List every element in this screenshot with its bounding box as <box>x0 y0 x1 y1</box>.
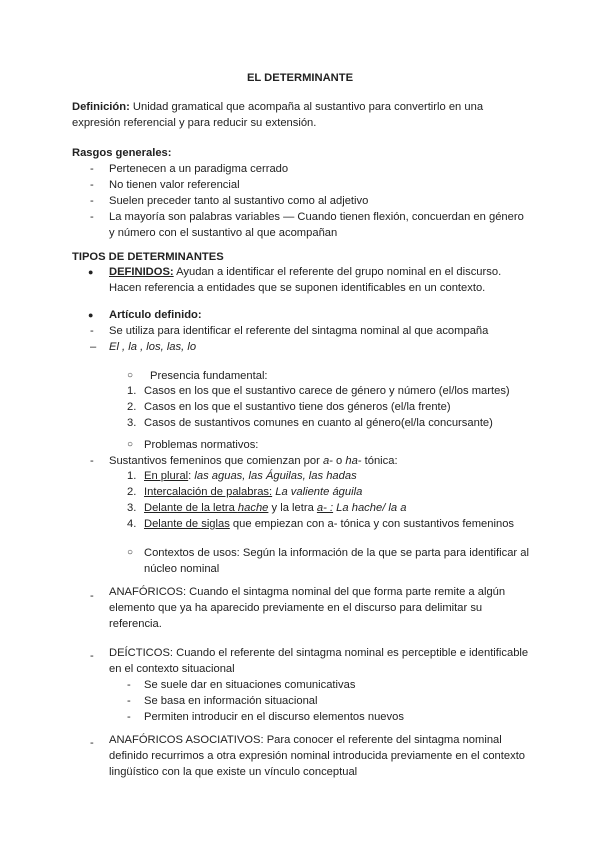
list-marker: - <box>90 211 94 223</box>
femeninos-mid: o <box>332 455 346 467</box>
list-marker: - <box>90 737 94 749</box>
item-label-italic: hache <box>237 502 269 514</box>
list-item: No tienen valor referencial <box>109 179 240 191</box>
contextos-paragraph: Contextos de usos: Según la información de la que se parta para identificar al núcleo nominal <box>144 547 529 575</box>
list-marker: - <box>90 590 94 602</box>
definidos-label: DEFINIDOS: <box>109 266 174 278</box>
articulo-use: Se utiliza para identificar el referente del sintagma nominal al que acompaña <box>109 325 489 337</box>
list-marker: - <box>90 650 94 662</box>
femeninos-post: tónica: <box>361 455 398 467</box>
list-item: Permiten introducir en el discurso elementos nuevos <box>144 711 404 723</box>
definition-label: Definición: <box>72 101 130 113</box>
list-marker: - <box>90 455 94 467</box>
list-number: 4. <box>127 518 137 530</box>
femeninos-ha: ha- <box>345 455 362 467</box>
list-marker: - <box>127 679 131 691</box>
list-number: 2. <box>127 401 137 413</box>
item-text-italic: a- : <box>316 502 334 514</box>
definition-text: Unidad gramatical que acompaña al sustantivo para convertirlo en una expresión referencial y para reducir su extensión. <box>72 101 484 129</box>
femeninos-pre: Sustantivos femeninos que comienzan por <box>109 455 323 467</box>
item-text: : <box>188 470 195 482</box>
femeninos-item <box>144 468 357 484</box>
tipos-heading: TIPOS DE DETERMINANTES <box>72 251 224 263</box>
definidos-paragraph <box>109 264 529 296</box>
anaforicos-paragraph: ANAFÓRICOS: Cuando el sintagma nominal del que forma parte remite a algún elemento que ya ha aparecido previamente en el discurso para delimitar su referencia. <box>109 586 506 630</box>
list-item: Casos de sustantivos comunes en cuanto al género(el/la concursante) <box>144 417 493 429</box>
problemas-heading: Problemas normativos: <box>144 439 259 451</box>
list-number: 3. <box>127 502 137 514</box>
item-label: Delante de siglas <box>144 518 230 530</box>
deicticos-paragraph: DEÍCTICOS: Cuando el referente del sintagma nominal es perceptible e identificable en el contexto situacional <box>109 647 529 675</box>
bullet-icon: ● <box>88 267 94 277</box>
page-title: EL DETERMINANTE <box>246 72 354 84</box>
list-number: 1. <box>127 470 137 482</box>
circle-icon: ○ <box>127 439 134 450</box>
femeninos-a: a- <box>322 455 333 467</box>
bullet-icon: ● <box>88 310 94 320</box>
femeninos-item <box>144 516 514 532</box>
list-marker: - <box>90 195 94 207</box>
definition-paragraph <box>72 99 502 131</box>
definidos-text: Ayudan a identificar el referente del grupo nominal en el discurso. Hacen referencia a entidades que se suponen identificables en un contexto. <box>109 266 502 294</box>
presencia-heading: Presencia fundamental: <box>150 370 268 382</box>
articulo-label: Artículo definido: <box>109 309 202 321</box>
list-marker: - <box>127 711 131 723</box>
circle-icon: ○ <box>127 547 134 558</box>
list-marker: - <box>90 179 94 191</box>
femeninos-item <box>144 484 362 500</box>
list-marker: - <box>90 163 94 175</box>
list-item: La mayoría son palabras variables — Cuando tienen flexión, concuerdan en género y número con el sustantivo al que acompañan <box>109 211 524 239</box>
list-item: Suelen preceder tanto al sustantivo como al adjetivo <box>109 195 369 207</box>
item-label: Intercalación de palabras: <box>144 486 273 498</box>
circle-icon: ○ <box>127 370 134 381</box>
list-item: Pertenecen a un paradigma cerrado <box>109 163 289 175</box>
list-number: 3. <box>127 417 137 429</box>
list-item: Casos en los que el sustantivo tiene dos géneros (el/la frente) <box>144 401 451 413</box>
item-text: que empiezan con a- tónica y con sustantivos femeninos <box>229 518 515 530</box>
list-number: 1. <box>127 385 137 397</box>
item-example: La hache/ la a <box>333 502 407 514</box>
articulo-forms: El , la , los, las, lo <box>109 341 197 353</box>
list-marker: - <box>90 325 94 337</box>
list-item: Casos en los que el sustantivo carece de género y número (el/los martes) <box>144 385 510 397</box>
item-label: En plural <box>144 470 189 482</box>
item-text: y la letra <box>268 502 317 514</box>
rasgos-heading: Rasgos generales: <box>72 147 172 159</box>
item-example: La valiente águila <box>275 486 363 498</box>
list-item: Se basa en información situacional <box>144 695 318 707</box>
list-marker: - <box>127 695 131 707</box>
list-marker: – <box>90 341 97 353</box>
item-example: las aguas, las Águilas, las hadas <box>194 470 357 482</box>
item-label: Delante de la letra <box>144 502 238 514</box>
list-item: Se suele dar en situaciones comunicativas <box>144 679 356 691</box>
femeninos-item <box>144 500 406 516</box>
list-number: 2. <box>127 486 137 498</box>
asociativos-paragraph: ANAFÓRICOS ASOCIATIVOS: Para conocer el referente del sintagma nominal definido recurrimos a otra expresión nominal introducida previamente en el contexto lingüístico con la que existe un vínculo conceptual <box>109 734 526 778</box>
femeninos-line <box>109 453 398 469</box>
